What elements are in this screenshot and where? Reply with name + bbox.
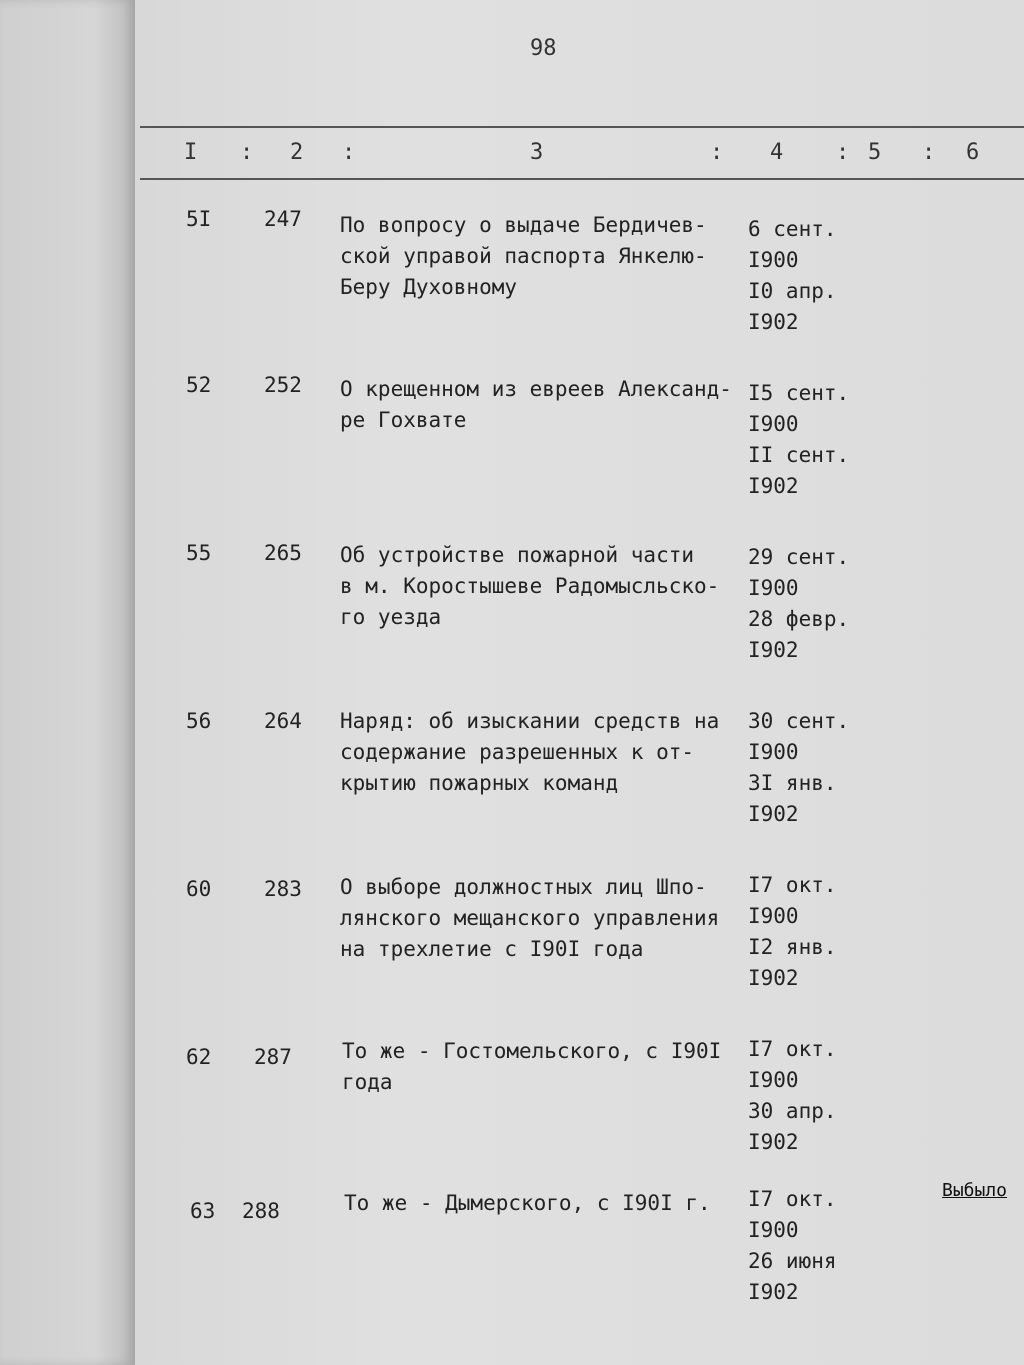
col-separator: : [342,140,356,165]
entry-title-line: крытию пожарных команд [340,771,619,795]
entry-title-line: То же - Дымерского, с I90I г. [344,1191,711,1215]
year-end: I902 [748,310,799,334]
facing-page [0,0,135,1365]
entry-title-line: в м. Коростышеве Радомысльско- [340,574,720,598]
date-start: I5 сент. [748,381,850,405]
entry-title-line: содержание разрешенных к от- [340,740,695,764]
entry-number: 60 [186,877,212,901]
col-separator: : [836,140,850,165]
date-start: I7 окт. [748,1187,837,1211]
year-end: I902 [748,1130,799,1154]
col-header-6: 6 [966,140,980,165]
entry-title-line: Наряд: об изыскании средств на [340,709,720,733]
date-start: I7 окт. [748,873,837,897]
date-start: I7 окт. [748,1037,837,1061]
entry-title-line: года [342,1070,393,1094]
entry-number: 56 [186,709,212,733]
entry-title-line: го уезда [340,605,442,629]
date-end: 28 февр. [748,607,850,631]
file-number: 287 [254,1045,292,1069]
entry-title-line: ре Гохвате [340,408,467,432]
date-start: 6 сент. [748,217,837,241]
year-start: I900 [748,740,799,764]
entry-number: 55 [186,541,212,565]
year-end: I902 [748,1280,799,1304]
entry-title-line: лянского мещанского управления [340,906,720,930]
year-end: I902 [748,638,799,662]
entry-title-line: О крещенном из евреев Александ- [340,377,732,401]
entry-number: 63 [190,1199,216,1223]
col-separator: : [710,140,724,165]
file-number: 264 [264,709,302,733]
year-start: I900 [748,904,799,928]
status-note: Выбыло [942,1180,1008,1201]
col-separator: : [240,140,254,165]
date-start: 29 сент. [748,545,850,569]
file-number: 283 [264,877,302,901]
entry-title-line: Об устройстве пожарной части [340,543,695,567]
file-number: 247 [264,207,302,231]
header-rule-bottom [140,178,1024,180]
date-start: 30 сент. [748,709,850,733]
file-number: 288 [242,1199,280,1223]
year-end: I902 [748,474,799,498]
entry-title-line: По вопросу о выдаче Бердичев- [340,213,707,237]
year-start: I900 [748,1068,799,1092]
col-header-5: 5 [868,140,882,165]
file-number: 252 [264,373,302,397]
date-end: II сент. [748,443,850,467]
date-end: I0 апр. [748,279,837,303]
year-start: I900 [748,412,799,436]
year-start: I900 [748,576,799,600]
col-header-3: 3 [530,140,544,165]
year-start: I900 [748,1218,799,1242]
date-end: I2 янв. [748,935,837,959]
entry-number: 62 [186,1045,212,1069]
date-end: 26 июня [748,1249,837,1273]
date-end: 30 апр. [748,1099,837,1123]
col-separator: : [922,140,936,165]
date-end: 3I янв. [748,771,837,795]
entry-title-line: То же - Гостомельского, с I90I [342,1039,722,1063]
col-header-2: 2 [290,140,304,165]
entry-title-line: Беру Духовному [340,275,518,299]
entry-title-line: на трехлетие с I90I года [340,937,644,961]
header-rule-top [140,126,1024,128]
entry-title-line: О выборе должностных лиц Шпо- [340,875,707,899]
year-start: I900 [748,248,799,272]
year-end: I902 [748,966,799,990]
entry-number: 52 [186,373,212,397]
entry-number: 5I [186,207,212,231]
year-end: I902 [748,802,799,826]
page-number: 98 [530,36,557,61]
col-header-1: I [184,140,198,165]
entry-title-line: ской управой паспорта Янкелю- [340,244,707,268]
file-number: 265 [264,541,302,565]
col-header-4: 4 [770,140,784,165]
